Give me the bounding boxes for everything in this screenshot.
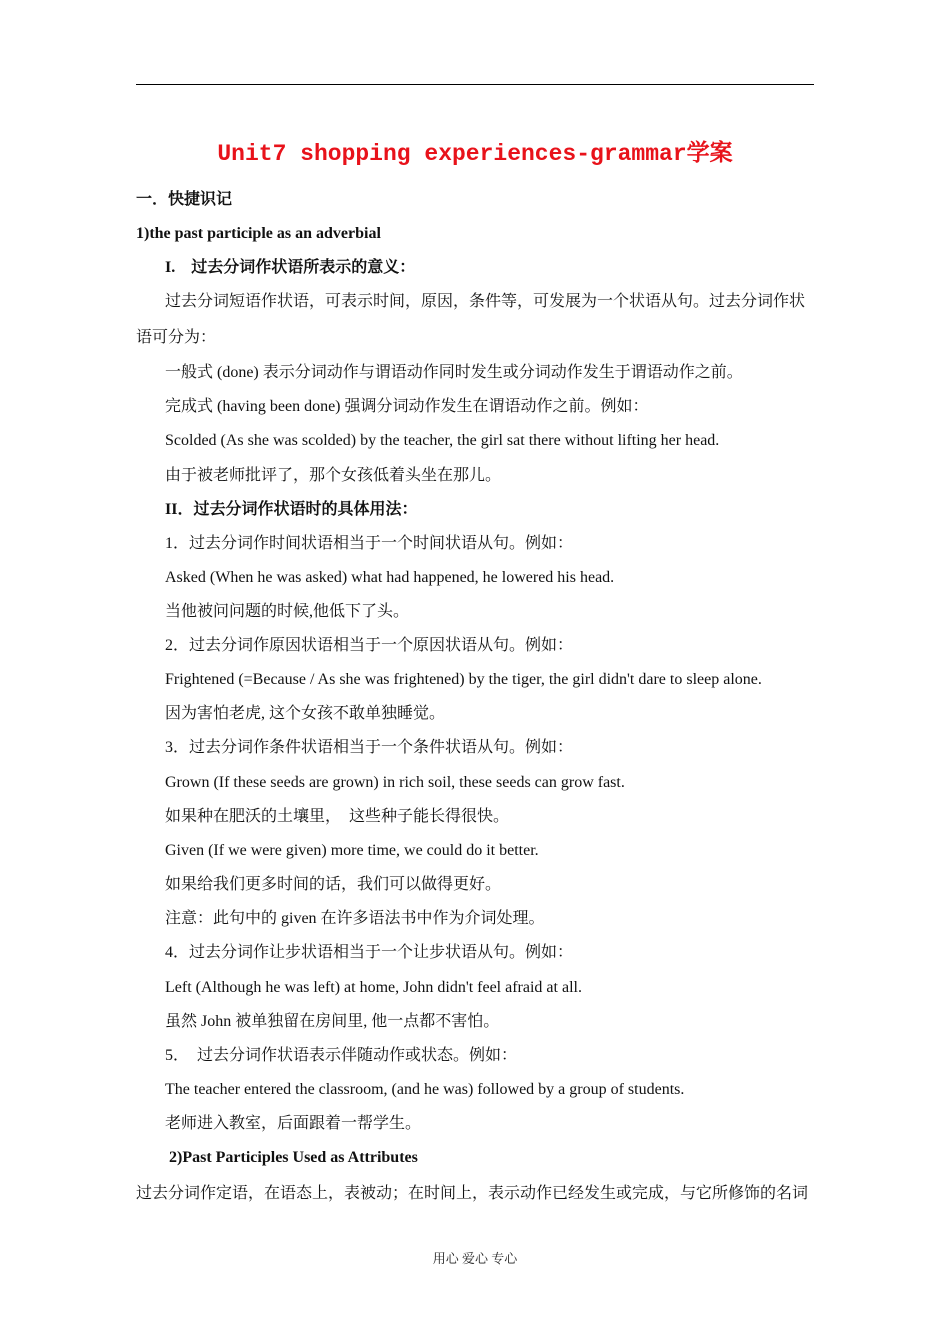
paragraph-line: 过去分词作定语，在语态上，表被动；在时间上，表示动作已经发生或完成，与它所修饰的名词	[136, 1185, 809, 1202]
example-translation: 如果给我们更多时间的话，我们可以做得更好。	[165, 876, 502, 893]
paragraph-line: 过去分词短语作状语，可表示时间，原因，条件等，可发展为一个状语从句。过去分词作状	[165, 293, 806, 310]
note-line: 注意：此句中的 given 在许多语法书中作为介词处理。	[165, 910, 545, 927]
subsection-heading: 1)the past participle as an adverbial	[136, 225, 381, 242]
page-footer: 用心 爱心 专心	[432, 1251, 518, 1266]
usage-item: 1．过去分词作时间状语相当于一个时间状语从句。例如：	[165, 535, 574, 552]
example-translation: 虽然 John 被单独留在房间里, 他一点都不害怕。	[165, 1013, 500, 1030]
paragraph-line: 语可分为：	[136, 329, 217, 346]
example-sentence: Asked (When he was asked) what had happened, he lowered his head.	[165, 569, 615, 586]
example-sentence: Frightened (=Because / As she was frightened) by the tiger, the girl didn't dare to sleep alone.	[165, 671, 762, 688]
example-sentence: Left (Although he was left) at home, John didn't feel afraid at all.	[165, 979, 582, 996]
header-rule	[136, 84, 814, 85]
example-sentence: Given (If we were given) more time, we could do it better.	[165, 842, 539, 859]
example-translation: 如果种在肥沃的土壤里， 这些种子能长得很快。	[165, 808, 510, 825]
example-translation: 当他被问问题的时候,他低下了头。	[165, 603, 410, 620]
usage-item: 2．过去分词作原因状语相当于一个原因状语从句。例如：	[165, 637, 574, 654]
example-sentence: The teacher entered the classroom, (and he was) followed by a group of students.	[165, 1081, 685, 1098]
example-translation: 老师进入教室，后面跟着一帮学生。	[165, 1115, 422, 1132]
example-sentence: Grown (If these seeds are grown) in rich soil, these seeds can grow fast.	[165, 774, 625, 791]
usage-item: 5． 过去分词作状语表示伴随动作或状态。例如：	[165, 1047, 518, 1064]
subsection-heading: 2)Past Participles Used as Attributes	[169, 1149, 418, 1166]
paragraph-line: 一般式 (done) 表示分词动作与谓语动作同时发生或分词动作发生于谓语动作之前。	[165, 364, 743, 381]
point-heading: I. 过去分词作状语所表示的意义：	[165, 259, 416, 276]
document-title: Unit7 shopping experiences-grammar学案	[217, 141, 733, 167]
example-sentence: Scolded (As she was scolded) by the teacher, the girl sat there without lifting her head.	[165, 432, 720, 449]
point-heading: II．过去分词作状语时的具体用法：	[165, 501, 418, 518]
example-translation: 由于被老师批评了，那个女孩低着头坐在那儿。	[165, 467, 502, 484]
example-translation: 因为害怕老虎, 这个女孩不敢单独睡觉。	[165, 705, 446, 722]
paragraph-line: 完成式 (having been done) 强调分词动作发生在谓语动作之前。例如：	[165, 398, 649, 415]
section-heading: 一．快捷识记	[136, 191, 233, 208]
usage-item: 4．过去分词作让步状语相当于一个让步状语从句。例如：	[165, 944, 574, 961]
usage-item: 3．过去分词作条件状语相当于一个条件状语从句。例如：	[165, 739, 574, 756]
